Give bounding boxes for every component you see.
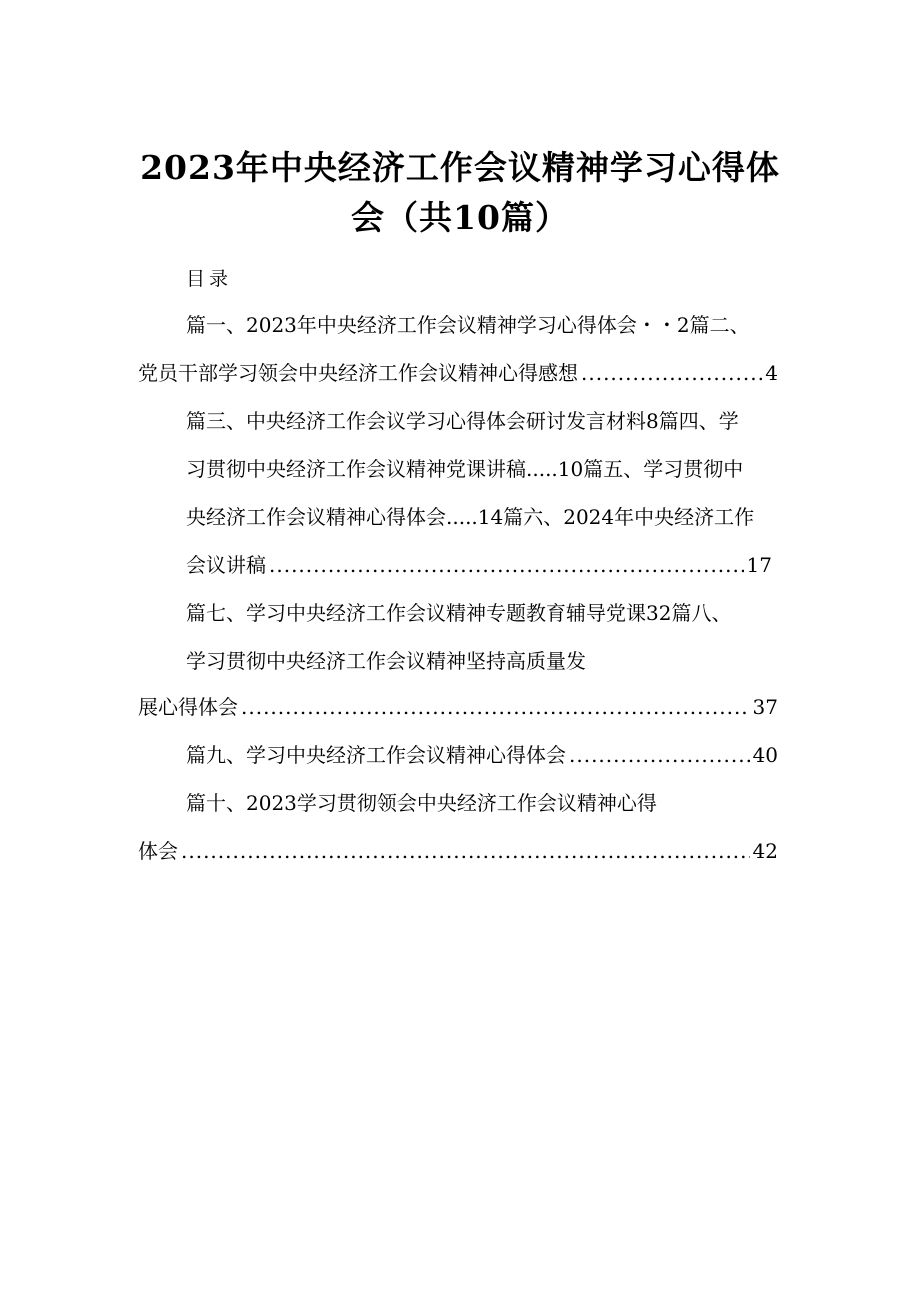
toc-line: 央经济工作会议精神心得体会.....14篇六、2024年中央经济工作 bbox=[186, 505, 755, 529]
document-title-line-2: 会（共10篇） bbox=[351, 198, 569, 237]
toc-entry[interactable] bbox=[138, 694, 778, 720]
toc-leader-dots bbox=[581, 360, 762, 386]
toc-entry-text: 党员干部学习领会中央经济工作会议精神心得感想 bbox=[138, 361, 578, 385]
toc-leader-dots bbox=[569, 742, 750, 768]
toc-entry-text: 篇九、学习中央经济工作会议精神心得体会 bbox=[186, 743, 566, 767]
toc-page-number: 40 bbox=[752, 743, 778, 767]
toc-leader-dots bbox=[181, 838, 750, 864]
toc-entry[interactable] bbox=[186, 742, 778, 768]
toc-page-number: 42 bbox=[752, 839, 778, 863]
document-title-line-1: 2023年中央经济工作会议精神学习心得体 bbox=[140, 148, 780, 187]
toc-entry-text: 体会 bbox=[138, 839, 178, 863]
toc-entry[interactable] bbox=[138, 360, 778, 386]
toc-heading: 目录 bbox=[186, 268, 233, 290]
toc-line: 篇七、学习中央经济工作会议精神专题教育辅导党课32篇八、 bbox=[186, 601, 732, 625]
toc-line: 学习贯彻中央经济工作会议精神坚持高质量发 bbox=[186, 649, 586, 673]
toc-entry[interactable] bbox=[186, 552, 772, 578]
toc-page-number: 4 bbox=[765, 361, 778, 385]
toc-entry-text: 展心得体会 bbox=[138, 695, 238, 719]
toc-line: 篇一、2023年中央经济工作会议精神学习心得体会・・2篇二、 bbox=[186, 313, 750, 337]
toc-leader-dots bbox=[269, 552, 744, 578]
toc-page-number: 17 bbox=[746, 553, 772, 577]
toc-line: 篇十、2023学习贯彻领会中央经济工作会议精神心得 bbox=[186, 791, 657, 815]
toc-line: 习贯彻中央经济工作会议精神党课讲稿.....10篇五、学习贯彻中 bbox=[186, 457, 744, 481]
toc-leader-dots bbox=[241, 694, 750, 720]
toc-entry[interactable] bbox=[138, 838, 778, 864]
toc-entry-text: 会议讲稿 bbox=[186, 553, 266, 577]
toc-line: 篇三、中央经济工作会议学习心得体会研讨发言材料8篇四、学 bbox=[186, 409, 739, 433]
toc-page-number: 37 bbox=[752, 695, 778, 719]
